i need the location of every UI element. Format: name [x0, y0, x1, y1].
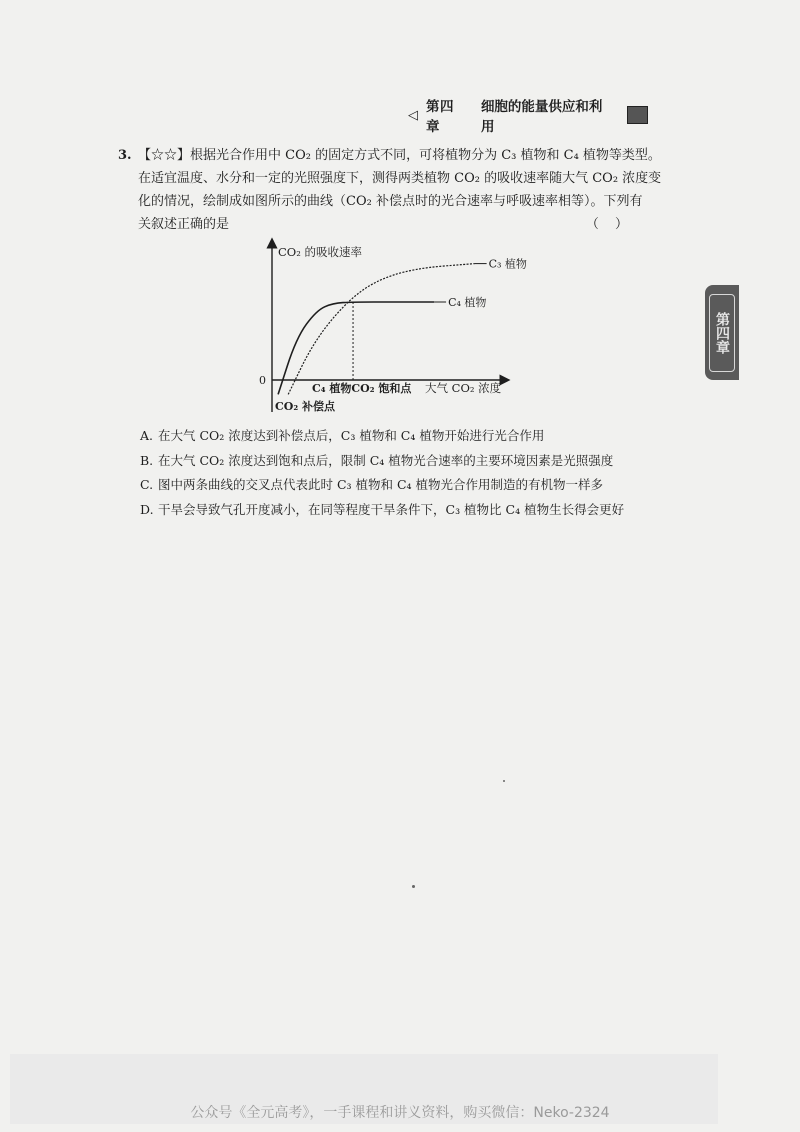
stem-line-3: 化的情况，绘制成如图所示的曲线（CO₂ 补偿点时的光合速率与呼吸速率相等）。下列有 [138, 194, 643, 209]
co2-absorption-chart [255, 240, 527, 415]
side-tab-label: 第四章 [709, 294, 735, 372]
c4-saturation-annotation: C₄ 植物CO₂ 饱和点 [312, 382, 412, 395]
x-axis-label: 大气 CO₂ 浓度 [425, 381, 502, 395]
stem-line-4 [138, 213, 648, 236]
option-d[interactable] [140, 498, 660, 523]
option-b[interactable] [140, 449, 660, 474]
watermark-text: 公众号《全元高考》，一手课程和讲义资料，购买微信：Neko-2324 [190, 1105, 610, 1121]
publisher-logo-icon [627, 106, 649, 124]
scan-speck [503, 780, 505, 782]
option-text: 干旱会导致气孔开度减小，在同等程度干旱条件下，C₃ 植物比 C₄ 植物生长得会更好 [158, 501, 625, 517]
question-stem [138, 144, 662, 236]
option-letter: A. [140, 428, 154, 443]
option-letter: D. [140, 501, 154, 517]
chapter-title: 第四章 [426, 99, 454, 135]
scan-speck [412, 885, 415, 888]
chapter-side-tab [705, 285, 739, 380]
c3-series-label: C₃ 植物 [488, 257, 527, 271]
question-3 [118, 144, 662, 236]
stem-line-2: 在适宜温度、水分和一定的光照强度下，测得两类植物 CO₂ 的吸收速率随大气 CO₂ 浓度变 [138, 171, 662, 186]
c4-series-label: C₄ 植物 [448, 296, 487, 309]
option-text: 图中两条曲线的交叉点代表此时 C₃ 植物和 C₄ 植物光合作用制造的有机物一样多 [158, 477, 604, 492]
stem-line-4-text: 关叙述正确的是 [138, 217, 230, 232]
chapter-header [408, 99, 648, 135]
option-a[interactable] [140, 424, 660, 449]
option-text: 在大气 CO₂ 浓度达到补偿点后，C₃ 植物和 C₄ 植物开始进行光合作用 [158, 428, 545, 443]
y-axis-label: CO₂ 的吸收速率 [278, 245, 362, 259]
option-c[interactable] [140, 473, 660, 498]
option-letter: C. [140, 477, 154, 492]
option-text: 在大气 CO₂ 浓度达到饱和点后，限制 C₄ 植物光合速率的主要环境因素是光照强度 [158, 452, 614, 468]
triangle-left-icon: ◁ [408, 107, 418, 123]
answer-options [140, 424, 660, 522]
question-number: 3. [118, 148, 132, 163]
chapter-topic: 细胞的能量供应和利用 [480, 99, 603, 135]
option-letter: B. [140, 452, 154, 468]
compensation-point-annotation: CO₂ 补偿点 [275, 400, 335, 413]
c3-curve [288, 264, 474, 395]
origin-label: 0 [259, 374, 266, 387]
stem-line-1: 【☆☆】根据光合作用中 CO₂ 的固定方式不同，可将植物分为 C₃ 植物和 C₄ 植物等类型。 [138, 148, 661, 163]
answer-parentheses: （ ） [585, 217, 634, 232]
